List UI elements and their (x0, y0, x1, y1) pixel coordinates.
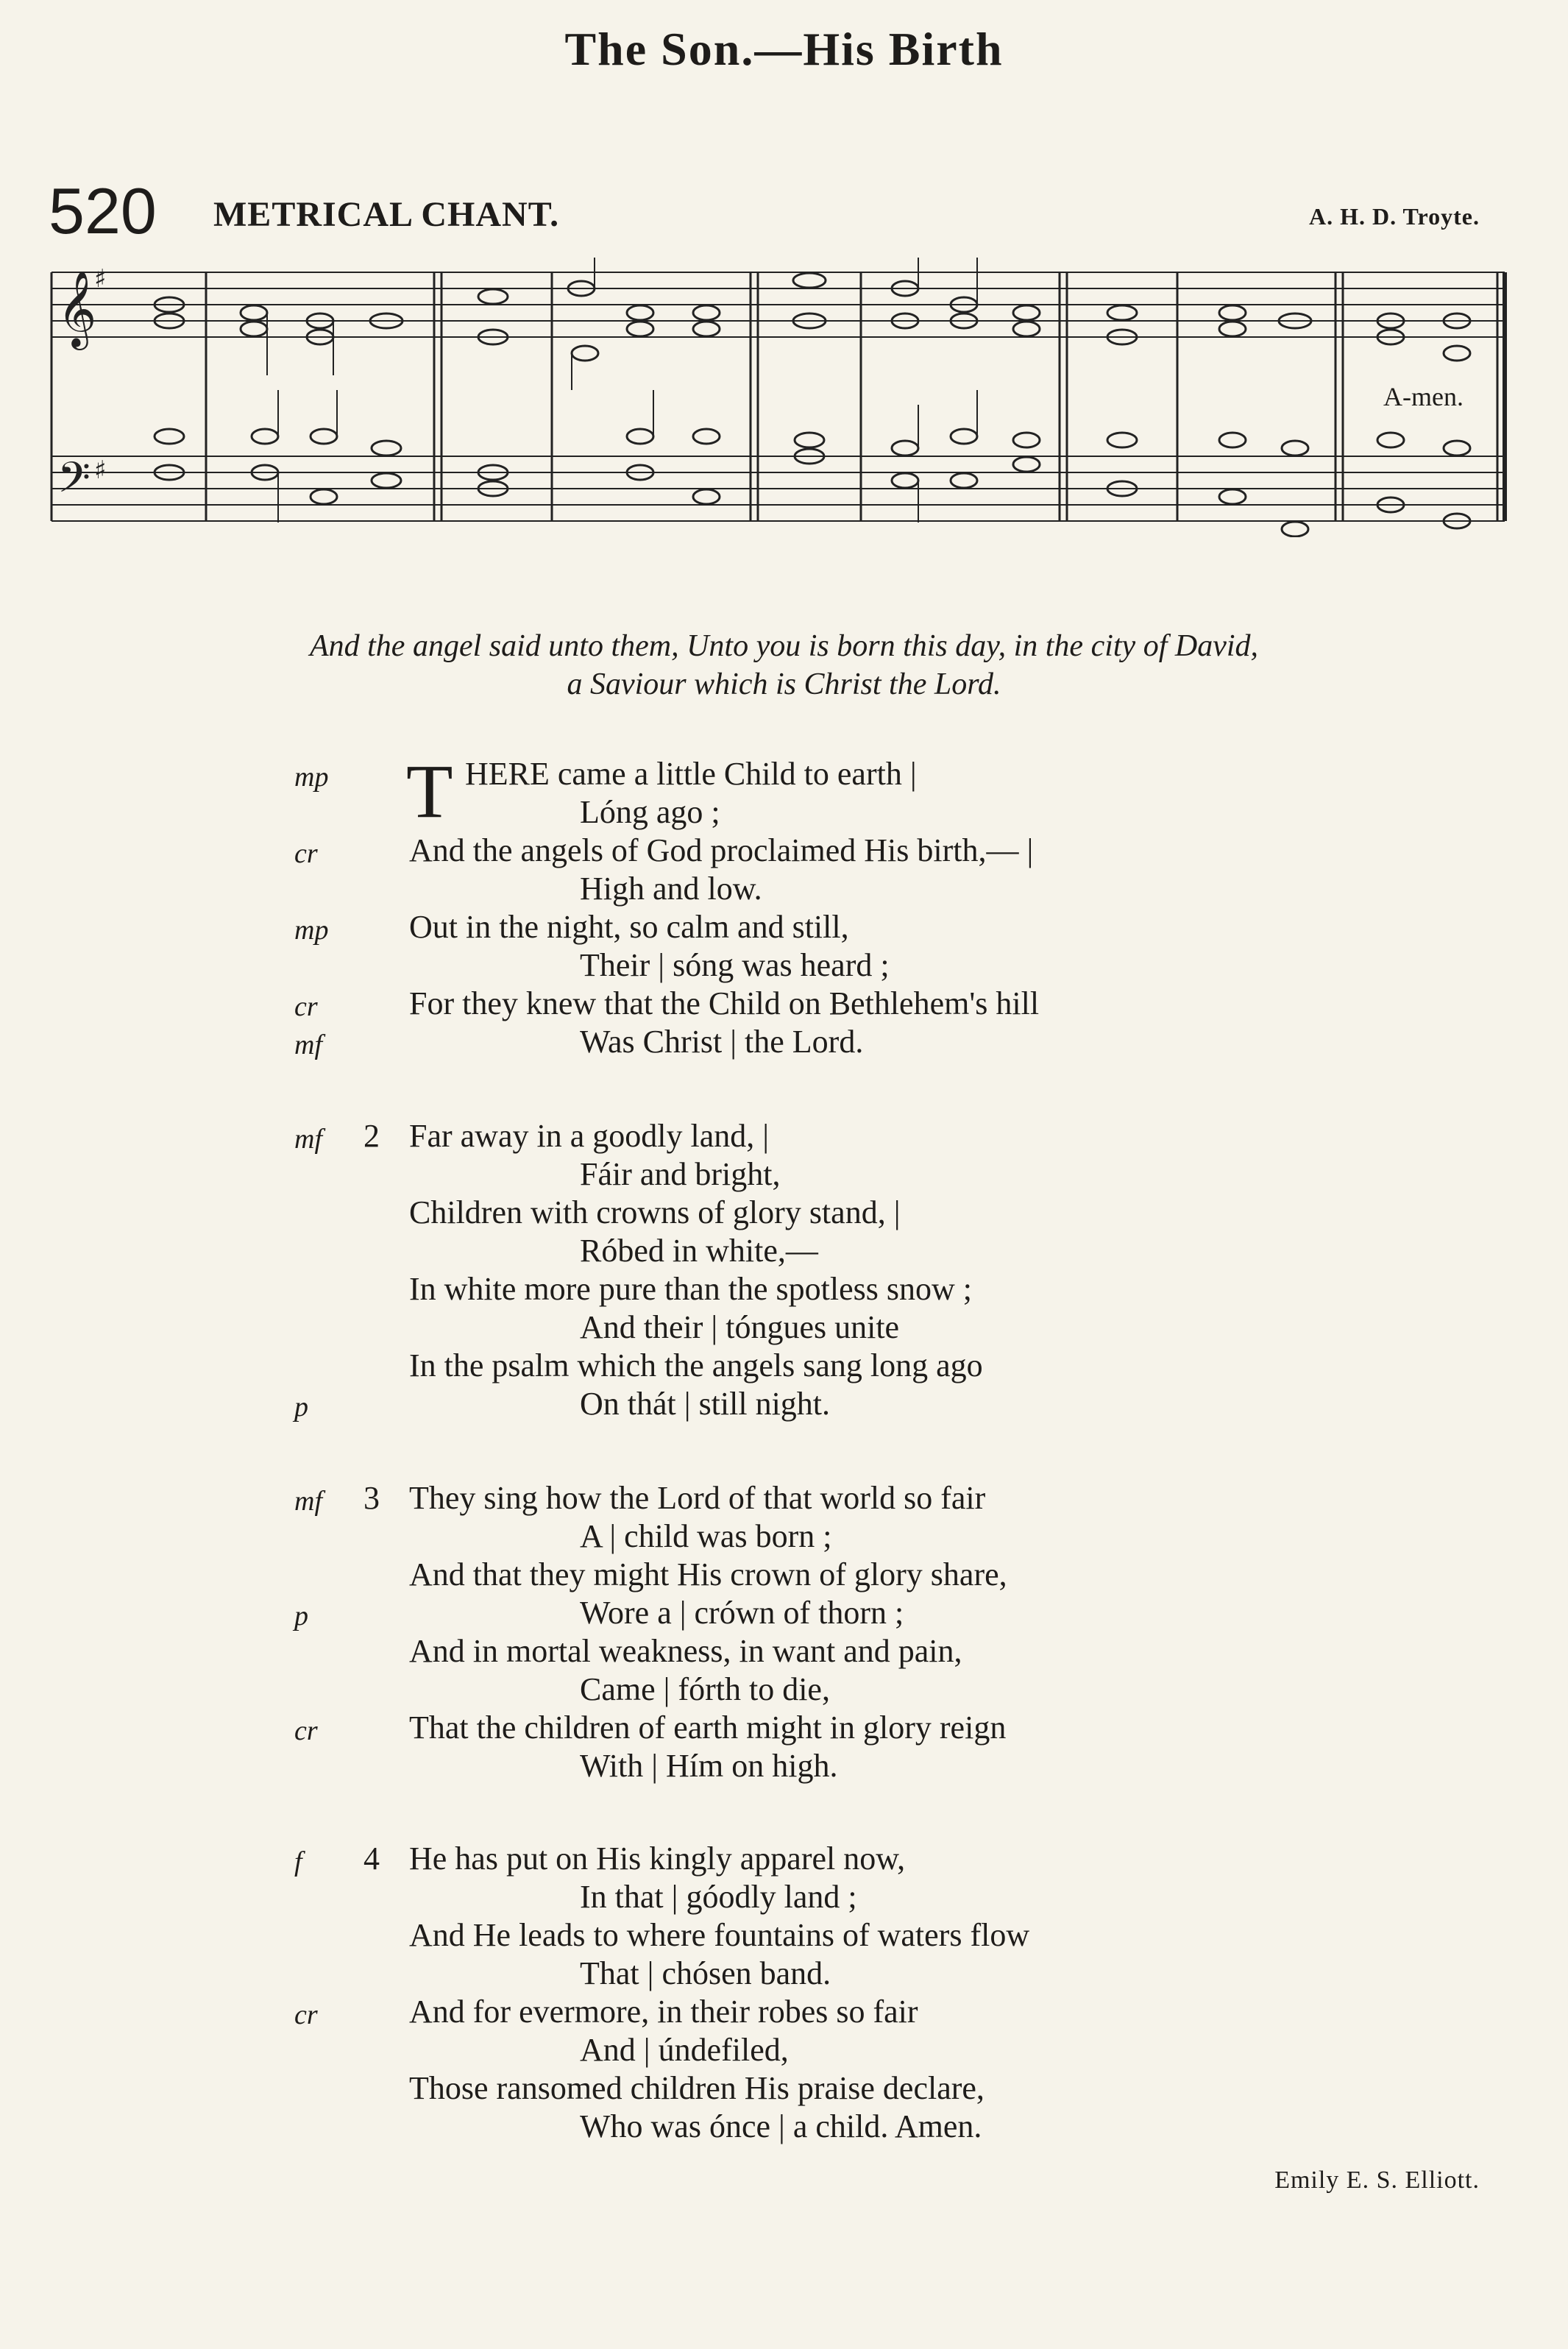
verse2-line-5: In white more pure than the spotless snow ; (409, 1271, 972, 1307)
tune-name: METRICAL CHANT. (213, 195, 560, 234)
dynamic-mark: f (294, 1846, 302, 1877)
verse3-line-1: They sing how the Lord of that world so fair (409, 1480, 986, 1516)
dynamic-mark: cr (294, 838, 318, 869)
scripture-epigraph (0, 627, 1568, 704)
dynamic-mark: mf (294, 1124, 322, 1155)
author-credit: Emily E. S. Elliott. (1274, 2166, 1480, 2194)
verse3-line-5: And in mortal weakness, in want and pain, (409, 1633, 962, 1669)
dynamic-mark: p (294, 1392, 308, 1422)
verse2-line-4: Róbed in white,— (580, 1233, 818, 1269)
verse-number: 3 (363, 1480, 380, 1516)
dynamic-mark: cr (294, 1715, 318, 1746)
page-header: The Son.—His Birth (564, 23, 1004, 75)
drop-cap: T (406, 749, 453, 834)
verse1-line-8: Was Christ | the Lord. (580, 1024, 864, 1060)
verse3-line-3: And that they might His crown of glory share, (409, 1556, 1007, 1592)
verse2-line-3: Children with crowns of glory stand, | (409, 1194, 901, 1230)
verse4-line-3: And He leads to where fountains of waters flow (409, 1917, 1030, 1953)
verse1-line-2: Lóng ago ; (580, 794, 720, 830)
verse1-line-5: Out in the night, so calm and still, (409, 909, 849, 945)
hymn-number: 520 (49, 174, 157, 247)
verse3-line-4: Wore a | crówn of thorn ; (580, 1595, 904, 1631)
verse4-line-5: And for evermore, in their robes so fair (409, 1994, 918, 2030)
verse1-line-3: And the angels of God proclaimed His birth,— | (409, 832, 1034, 868)
scripture-line-2: a Saviour which is Christ the Lord. (567, 667, 1001, 701)
verse2-line-1: Far away in a goodly land, | (409, 1118, 770, 1154)
svg-text:𝄞: 𝄞 (57, 270, 97, 347)
dynamic-mark: cr (294, 991, 318, 1022)
verse4-line-8: Who was ónce | a child. Amen. (580, 2108, 982, 2144)
verse1-line-4: High and low. (580, 871, 762, 907)
verse3-line-6: Came | fórth to die, (580, 1671, 830, 1707)
verse1-line-1: HERE came a little Child to earth | (465, 756, 917, 792)
verse3-line-7: That the children of earth might in glory reign (409, 1710, 1007, 1746)
verse-number: 2 (363, 1118, 380, 1154)
verse1-line-6: Their | sóng was heard ; (580, 947, 890, 983)
verse-number: 4 (363, 1840, 380, 1877)
verse4-line-6: And | úndefiled, (580, 2032, 789, 2068)
dynamic-mark: mf (294, 1486, 322, 1517)
svg-text:𝄢: 𝄢 (57, 453, 91, 513)
verse3-line-2: A | child was born ; (580, 1518, 832, 1554)
verse2-line-8: On thát | still night. (580, 1386, 831, 1422)
verse2-line-2: Fáir and bright, (580, 1156, 781, 1192)
verse4-line-7: Those ransomed children His praise declare, (409, 2070, 985, 2106)
dynamic-mark: mf (294, 1030, 322, 1060)
verse2-line-6: And their | tóngues unite (580, 1309, 900, 1345)
dynamic-mark: p (294, 1601, 308, 1631)
amen-label: A-men. (1383, 382, 1464, 411)
music-score (44, 258, 1512, 537)
composer-credit: A. H. D. Troyte. (1309, 203, 1480, 230)
verse1-line-7: For they knew that the Child on Bethlehem's hill (409, 985, 1040, 1021)
svg-text:♯: ♯ (94, 264, 107, 294)
dynamic-mark: cr (294, 1999, 318, 2030)
dynamic-mark: mp (294, 915, 329, 946)
dynamic-mark: mp (294, 762, 329, 793)
scripture-line-1: And the angel said unto them, Unto you is born this day, in the city of David, (309, 629, 1259, 663)
verse4-line-4: That | chósen band. (580, 1955, 831, 1991)
verse3-line-8: With | Hím on high. (580, 1748, 838, 1784)
verse4-line-2: In that | góodly land ; (580, 1879, 857, 1915)
verse2-line-7: In the psalm which the angels sang long ago (409, 1347, 983, 1383)
verse4-line-1: He has put on His kingly apparel now, (409, 1840, 906, 1877)
svg-text:♯: ♯ (94, 456, 107, 485)
